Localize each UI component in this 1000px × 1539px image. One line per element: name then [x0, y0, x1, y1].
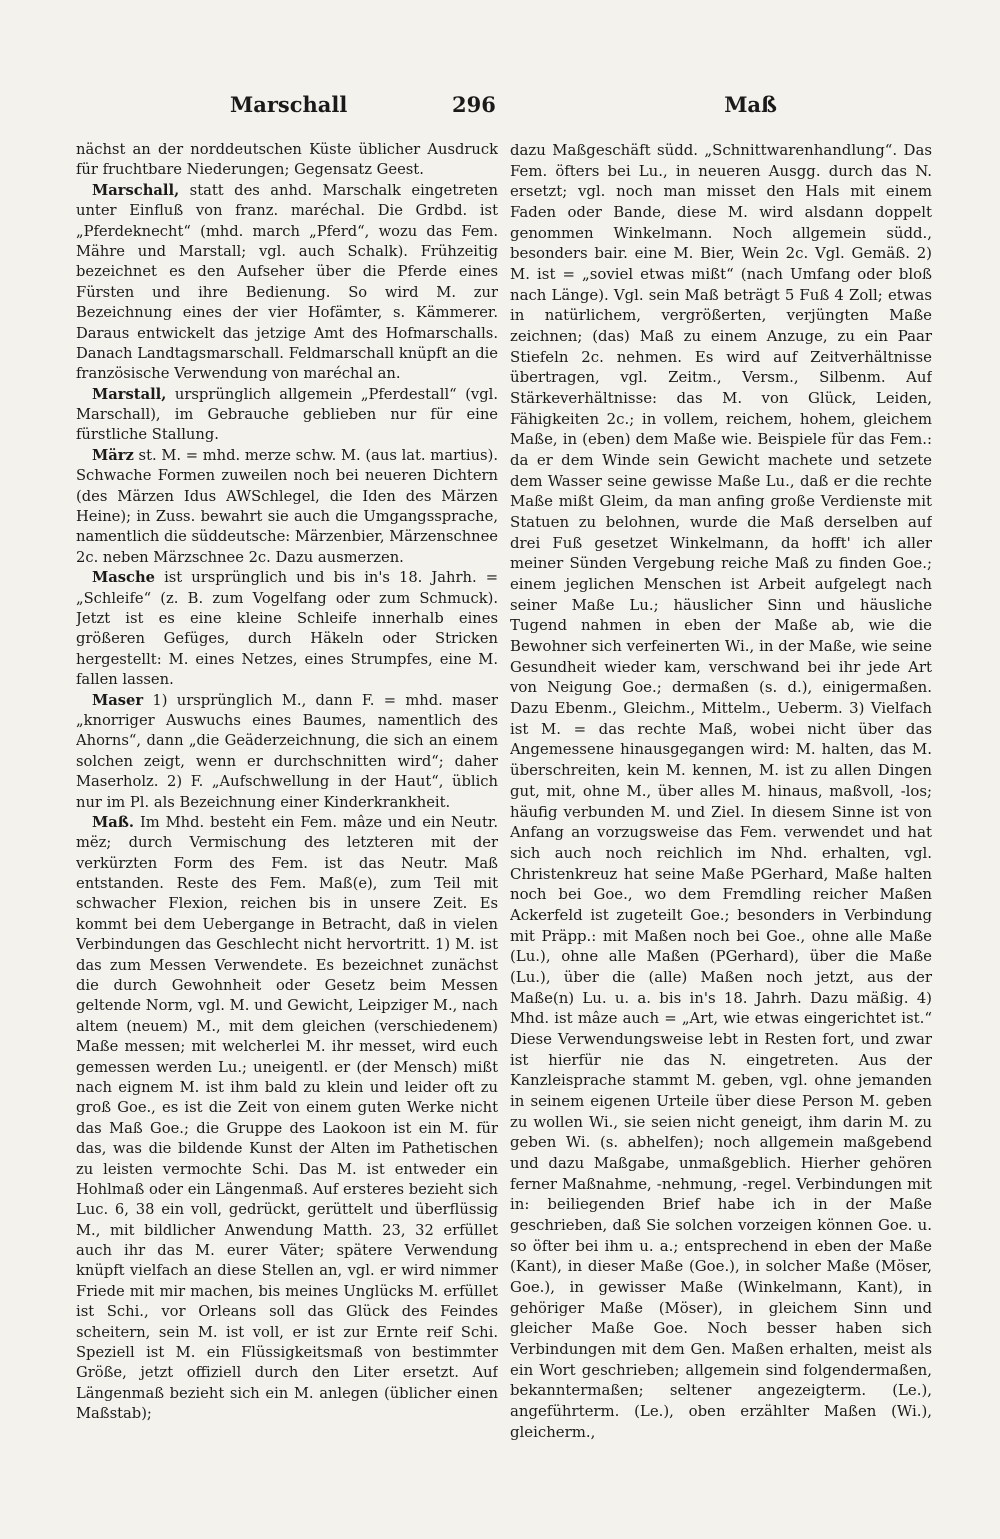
entry-continuation: dazu Maßgeschäft südd. „Schnittwarenhandlung“. Das Fem. öfters bei Lu., in neueren Ausgg. durch das N. ersetzt; vgl. noch man misset den Hals mit einem Faden oder Bande, diese M. wird alsdann doppelt genommen Winkelmann. Noch allgemein südd., besonders bair. eine M. Bier, Wein 2c. Vgl. Gemäß. 2) M. ist = „soviel etwas mißt“ (nach Umfang oder bloß nach Länge). Vgl. sein Maß beträgt 5 Fuß 4 Zoll; etwas in natürlichem, vergrößerten, verjüngten Maße zeichnen; (das) Maß zu einem Anzuge, zu ein Paar Stiefeln 2c. nehmen. Es wird auf Zeitverhältnisse übertragen, vgl. Zeitm., Versm., Silbenm. Auf Stärkeverhältnisse: das M. von Glück, Leiden, Fähigkeiten 2c.; in vollem, reichem, hohem, gleichem Maße, in (eben) dem Maße wie. Beispiele für das Fem.: da er dem Winde sein Gewicht machete und setzete dem Wasser seine gewisse Maße Lu., daß er die rechte Maße mißt Gleim, da man anfing große Verdienste mit Statuen zu belohnen, wurde die Maß derselben auf drei Fuß gesetzet Winkelmann, da hofft' ich aller meiner Sünden Vergebung reiche Maß zu finden Goe.; einem jeglichen Menschen ist Arbeit aufgelegt nach seiner Maße Lu.; häuslicher Sinn und häusliche Tugend nahmen in eben der Maße ab, wie die Bewohner sich verfeinerten Wi., in der Maße, wie seine Gesundheit wieder kam, verschwand bei ihr jede Art von Neigung Goe.; dermaßen (s. d.), einigermaßen. Dazu Ebenm., Gleichm., Mittelm., Ueberm. 3) Vielfach ist M. = das rechte Maß, wobei nicht über das Angemessene hinausgegangen wird: M. halten, das M. überschreiten, kein M. kennen, M. ist zu allen Dingen gut, mit, ohne M., über alles M. hinaus, maßvoll, -los; häufig verbunden M. und Ziel. In diesem Sinne ist von Anfang an vorzugsweise das Fem. verwendet und hat sich auch noch reichlich im Nhd. erhalten, vgl. Christenkreuz hat seine Maße PGerhard, Maße halten noch bei Goe., wo dem Fremdling reicher Maßen Ackerfeld ist zugeteilt Goe.; besonders in Verbindung mit Präpp.: mit Maßen noch bei Goe., ohne alle Maße (Lu.), ohne alle Maßen (PGerhard), über die Maße (Lu.), über die (alle) Maßen noch jetzt, aus der Maße(n) Lu. u. a. bis in's 18. Jahrh. Dazu mäßig. 4) Mhd. ist mâze auch = „Art, wie etwas eingerichtet ist.“ Diese Verwendungsweise lebt in Resten fort, und zwar ist hierfür nie das N. eingetreten. Aus der Kanzleisprache stammt M. geben, vgl. ohne jemanden in seinem eigenen Urteile über diese Person M. geben zu wollen Wi., sie seien nicht geneigt, ihm darin M. zu geben Wi. (s. abhelfen); noch allgemein maßgebend und dazu Maßgabe, unmaßgeblich. Hierher gehören ferner Maßnahme, -nehmung, -regel. Verbindungen mit in: beiliegenden Brief habe ich in der Maße geschrieben, daß Sie solchen vorzeigen können Goe. u. so öfter bei ihm u. a.; entsprechend in eben der Maße (Kant), in dieser Maße (Goe.), in solcher Maße (Möser, Goe.), in gewisser Maße (Winkelmann, Kant), in gehöriger Maße (Möser), in gleichem Sinn und gleicher Maße Goe. Noch besser haben sich Verbindungen mit dem Gen. Maßen erhalten, meist als ein Wort geschrieben; allgemein sind folgendermaßen, bekanntermaßen; seltener angezeigterm. (Le.), angeführterm. (Le.), oben erzählter Maßen (Wi.), gleicherm.,	[510, 141, 932, 1441]
entry-text: st. M. = mhd. merze schw. M. (aus lat. martius). Schwache Formen zuweilen noch bei neueren Dichtern (des Märzen Idus AWSchlegel, die Iden des Märzen Heine); in Zuss. bewahrt sie auch die Umgangssprache, namentlich die süddeutsche: Märzenbier, Märzenschnee 2c. neben Märzschnee 2c. Dazu ausmerzen.	[76, 446, 498, 566]
entry-text: ursprünglich allgemein „Pferdestall“ (vgl. Marschall), im Gebrauche geblieben nur für eine fürstliche Stallung.	[76, 385, 498, 444]
entry-masche	[76, 568, 498, 690]
left-column	[76, 140, 498, 1445]
entry-maerz	[76, 446, 498, 568]
entry-continuation: nächst an der norddeutschen Küste üblicher Ausdruck für fruchtbare Niederungen; Gegensatz Geest.	[76, 141, 498, 179]
headword: März	[92, 446, 134, 464]
entry-marschall	[76, 181, 498, 385]
entry-maser	[76, 691, 498, 813]
headword: Maser	[92, 691, 144, 709]
entry-text: 1) ursprünglich M., dann F. = mhd. maser „knorriger Auswuchs eines Baumes, namentlich des Ahorns“, dann „die Geäderzeichnung, die sich an einem solchen zeigt, wenn er durchschnitten wird“; daher Maserholz. 2) F. „Aufschwellung in der Haut“, üblich nur im Pl. als Bezeichnung einer Kinderkrankheit.	[76, 691, 498, 811]
header-right-keyword: Maß	[724, 92, 777, 117]
entry-marstall	[76, 385, 498, 446]
entry-text: ist ursprünglich und bis in's 18. Jahrh. = „Schleife“ (z. B. zum Vogelfang oder zum Schmuck). Jetzt ist es eine kleine Schleife innerhalb eines größeren Gefüges, durch Häkeln oder Stricken hergestellt: M. eines Netzes, eines Strumpfes, eine M. fallen lassen.	[76, 569, 498, 689]
entry-text: statt des anhd. Marschalk eingetreten unter Einfluß von franz. maréchal. Die Grdbd. ist „Pferdeknecht“ (mhd. march „Pferd“, wozu das Fem. Mähre und Marstall; vgl. auch Schalk). Frühzeitig bezeichnet es den Aufseher über die Pferde eines Fürsten und ihre Bedienung. So wird M. zur Bezeichnung eines der vier Hofämter, s. Kämmerer. Daraus entwickelt das jetzige Amt des Hofmarschalls. Danach Landtagsmarschall. Feldmarschall knüpft an die französische Verwendung von maréchal an.	[76, 181, 498, 383]
page-number: 296	[452, 92, 496, 117]
headword: Maß.	[92, 813, 135, 831]
running-header	[75, 92, 937, 122]
entry-mass	[76, 813, 498, 1425]
headword: Masche	[92, 569, 156, 587]
headword: Marschall,	[92, 181, 180, 199]
right-column	[510, 140, 932, 1445]
header-left-keyword: Marschall	[230, 92, 348, 117]
headword: Marstall,	[92, 385, 167, 403]
entry-text: Im Mhd. besteht ein Fem. mâze und ein Neutr. mëz; durch Vermischung des letzteren mit der verkürzten Form des Fem. ist das Neutr. Maß entstanden. Reste des Fem. Maß(e), zum Teil mit schwacher Flexion, reichen bis in unsere Zeit. Es kommt bei dem Uebergange in Betracht, daß in vielen Verbindungen das Geschlecht nicht hervortritt. 1) M. ist das zum Messen Verwendete. Es bezeichnet zunächst die durch Gewohnheit oder Gesetz beim Messen geltende Norm, vgl. M. und Gewicht, Leipziger M., nach altem (neuem) M., mit dem gleichen (verschiedenem) Maße messen; mit welcherlei M. ihr messet, wird euch gemessen werden Lu.; uneigentl. er (der Mensch) mißt nach eignem M. ist ihm bald zu klein und leider oft zu groß Goe., es ist die Zeit von einem guten Werke nicht das Maß Goe.; die Gruppe des Laokoon ist ein M. für das, was die bildende Kunst der Alten im Pathetischen zu leisten vermochte Schi. Das M. ist entweder ein Hohlmaß oder ein Längenmaß. Auf ersteres bezieht sich Luc. 6, 38 ein voll, gedrückt, gerüttelt und überflüssig M., mit bildlicher Anwendung Matth. 23, 32 erfüllet auch ihr das M. eurer Väter; spätere Verwendung knüpft vielfach an diese Stellen an, vgl. er wird nimmer Friede mit mir machen, bis meines Unglücks M. erfüllet ist Schi., vor Orleans soll das Glück des Feindes scheitern, sein M. ist voll, er ist zur Ernte reif Schi. Speziell ist M. ein Flüssigkeitsmaß von bestimmter Größe, jetzt offiziell durch den Liter ersetzt. Auf Längenmaß bezieht sich ein M. anlegen (üblicher einen Maßstab);	[76, 813, 498, 1423]
